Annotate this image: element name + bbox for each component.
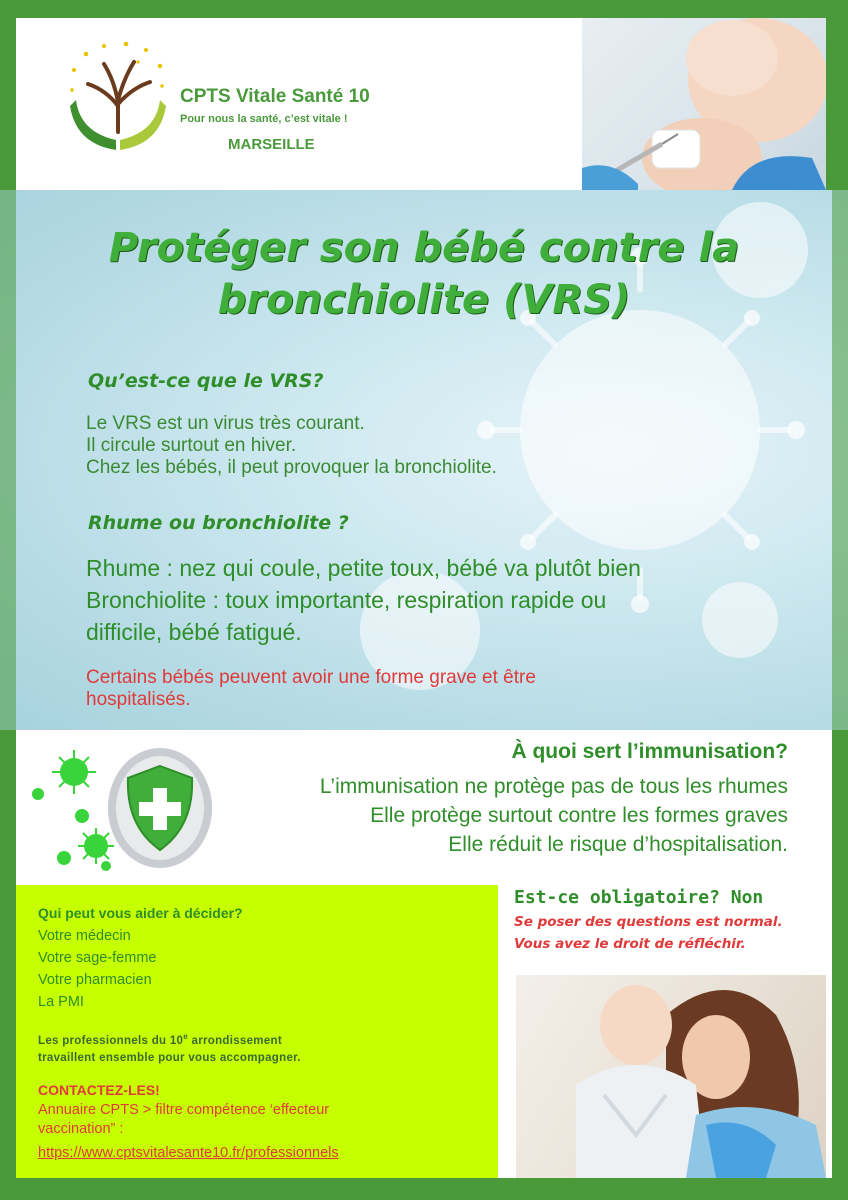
main-title-line2: bronchiolite (VRS) — [217, 277, 631, 323]
bottom-border — [0, 1178, 848, 1200]
hero-side-left — [0, 190, 16, 730]
vrs-text — [86, 413, 497, 479]
help-list — [38, 925, 156, 1013]
obligation-line2: Vous avez le droit de réfléchir. — [514, 936, 746, 952]
pros-line2: travaillent ensemble pour vous accompagner. — [38, 1051, 301, 1064]
vrs-line: Chez les bébés, il peut provoquer la bronchiolite. — [86, 457, 497, 478]
rhume-line: Bronchiolite : toux importante, respiration rapide ou — [86, 587, 607, 613]
org-name: CPTS Vitale Santé 10 — [180, 86, 370, 107]
hero-side-right — [832, 190, 848, 730]
rhume-heading: Rhume ou bronchiolite ? — [88, 512, 349, 534]
baby-vaccination-photo — [582, 18, 826, 190]
pros-line1 — [38, 1028, 301, 1050]
list-item: Votre pharmacien — [38, 972, 152, 988]
immunisation-graphics — [22, 736, 212, 878]
rhume-text — [86, 552, 641, 648]
help-heading: Qui peut vous aider à décider? — [38, 905, 243, 921]
warning-text — [86, 667, 536, 711]
contact-line: vaccination” : — [38, 1121, 124, 1137]
main-title — [100, 222, 748, 326]
obligation-question: Est-ce obligatoire? Non — [514, 887, 764, 908]
org-slogan: Pour nous la santé, c’est vitale ! — [180, 113, 348, 125]
list-item: Votre sage-femme — [38, 950, 157, 966]
vrs-line: Il circule surtout en hiver. — [86, 435, 297, 456]
warning-line: Certains bébés peuvent avoir une forme grave et être — [86, 667, 536, 688]
pros-text — [38, 1028, 301, 1067]
shield-cross-icon — [108, 748, 212, 868]
warning-line: hospitalisés. — [86, 689, 191, 710]
contact-text — [38, 1101, 329, 1139]
vrs-heading: Qu’est-ce que le VRS? — [88, 370, 324, 392]
immunisation-text — [200, 772, 788, 859]
tree-hands-logo-icon — [66, 40, 170, 158]
org-city: MARSEILLE — [228, 136, 315, 153]
pros-line1-a: Les professionnels du 10 — [38, 1034, 184, 1047]
contact-heading: CONTACTEZ-LES! — [38, 1082, 160, 1098]
rhume-line: Rhume : nez qui coule, petite toux, bébé va plutôt bien — [86, 555, 641, 581]
obligation-line1: Se poser des questions est normal. — [514, 914, 783, 930]
list-item: La PMI — [38, 994, 84, 1010]
directory-link[interactable]: https://www.cptsvitalesante10.fr/professionnels — [38, 1145, 339, 1161]
pros-line1-b: arrondissement — [188, 1034, 282, 1047]
immunisation-line: L’immunisation ne protège pas de tous les rhumes — [319, 775, 788, 798]
rhume-line: difficile, bébé fatigué. — [86, 619, 302, 645]
immunisation-heading: À quoi sert l’immunisation? — [511, 740, 788, 763]
mother-baby-photo — [516, 975, 826, 1178]
contact-line: Annuaire CPTS > filtre compétence ‘effecteur — [38, 1102, 330, 1118]
vrs-line: Le VRS est un virus très courant. — [86, 413, 365, 434]
pros-sup: e — [183, 1032, 188, 1041]
immunisation-line: Elle protège surtout contre les formes graves — [370, 804, 788, 827]
immunisation-line: Elle réduit le risque d’hospitalisation. — [448, 833, 788, 856]
list-item: Votre médecin — [38, 928, 131, 944]
main-title-line1: Protéger son bébé contre la — [108, 225, 740, 271]
